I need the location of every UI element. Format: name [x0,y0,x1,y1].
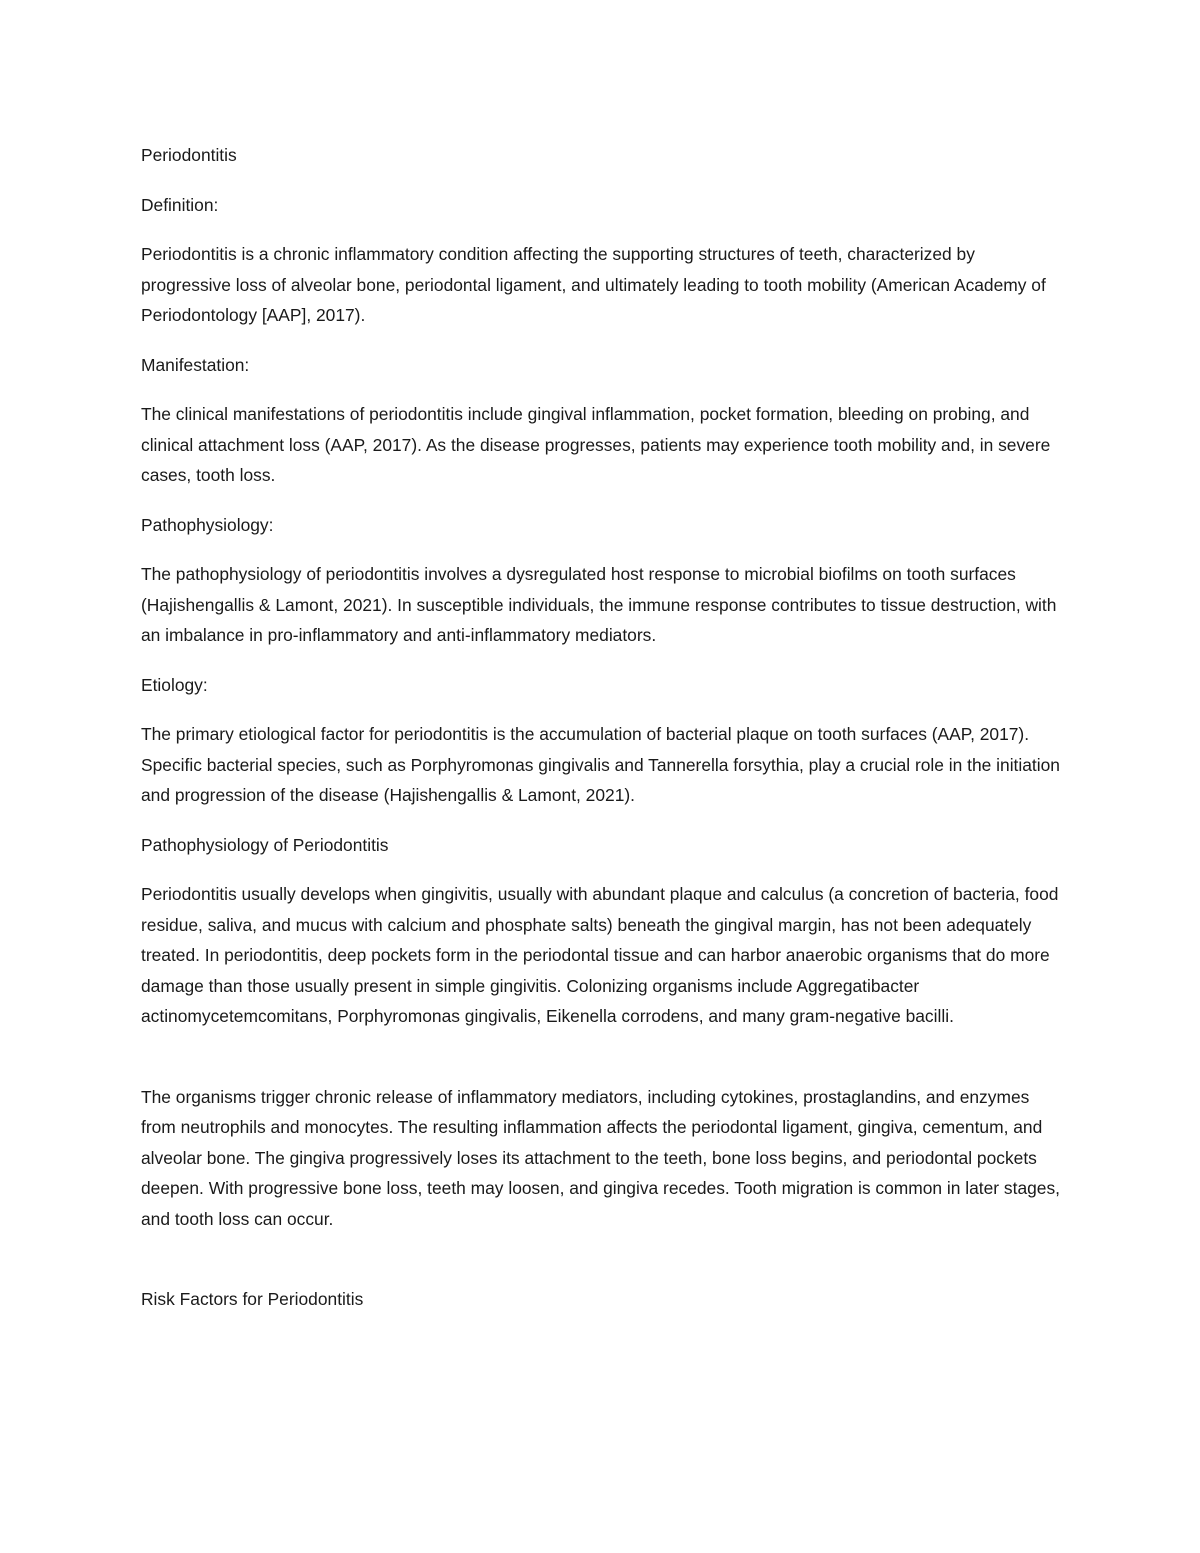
paragraph-definition: Periodontitis is a chronic inflammatory condition affecting the supporting structures of teeth, characterized by progressive loss of alveolar bone, periodontal ligament, and ultimately leading to tooth mobility (American Academy of Periodontology [AAP], 2017). [141,244,1046,325]
document-body [141,140,1066,1315]
section-heading-etiology: Etiology: [141,674,208,695]
section-heading-pathophysiology: Pathophysiology: [141,514,274,535]
section-heading-pathophysiology-of-periodontitis: Pathophysiology of Periodontitis [141,834,389,855]
section-heading-definition: Definition: [141,194,219,215]
section-heading-manifestation: Manifestation: [141,354,250,375]
paragraph-etiology: The primary etiological factor for periodontitis is the accumulation of bacterial plaque on tooth surfaces (AAP, 2017). Specific bacterial species, such as Porphyromonas gingivalis and Tannerella forsythia, play a crucial role in the initiation and progression of the disease (Hajishengallis & Lamont, 2021). [141,724,1060,805]
paragraph-manifestation: The clinical manifestations of periodontitis include gingival inflammation, pocket formation, bleeding on probing, and clinical attachment loss (AAP, 2017). As the disease progresses, patients may experience tooth mobility and, in severe cases, tooth loss. [141,404,1051,485]
paragraph-pathophysiology: The pathophysiology of periodontitis involves a dysregulated host response to microbial biofilms on tooth surfaces (Hajishengallis & Lamont, 2021). In susceptible individuals, the immune response contributes to tissue destruction, with an imbalance in pro-inflammatory and anti-inflammatory mediators. [141,564,1057,645]
document-title: Periodontitis [141,145,237,165]
paragraph-pathophysiology-development: Periodontitis usually develops when gingivitis, usually with abundant plaque and calculus (a concretion of bacteria, food residue, saliva, and mucus with calcium and phosphate salts) beneath the gingival margin, has not been adequately treated. In periodontitis, deep pockets form in the periodontal tissue and can harbor anaerobic organisms that do more damage than those usually present in simple gingivitis. Colonizing organisms include Aggregatibacter actinomycetemcomitans, Porphyromonas gingivalis, Eikenella corrodens, and many gram-negative bacilli. [141,884,1059,1026]
paragraph-pathophysiology-inflammation: The organisms trigger chronic release of inflammatory mediators, including cytokines, prostaglandins, and enzymes from neutrophils and monocytes. The resulting inflammation affects the periodontal ligament, gingiva, cementum, and alveolar bone. The gingiva progressively loses its attachment to the teeth, bone loss begins, and periodontal pockets deepen. With progressive bone loss, teeth may loosen, and gingiva recedes. Tooth migration is common in later stages, and tooth loss can occur. [141,1086,1060,1229]
section-heading-risk-factors: Risk Factors for Periodontitis [141,1289,364,1309]
